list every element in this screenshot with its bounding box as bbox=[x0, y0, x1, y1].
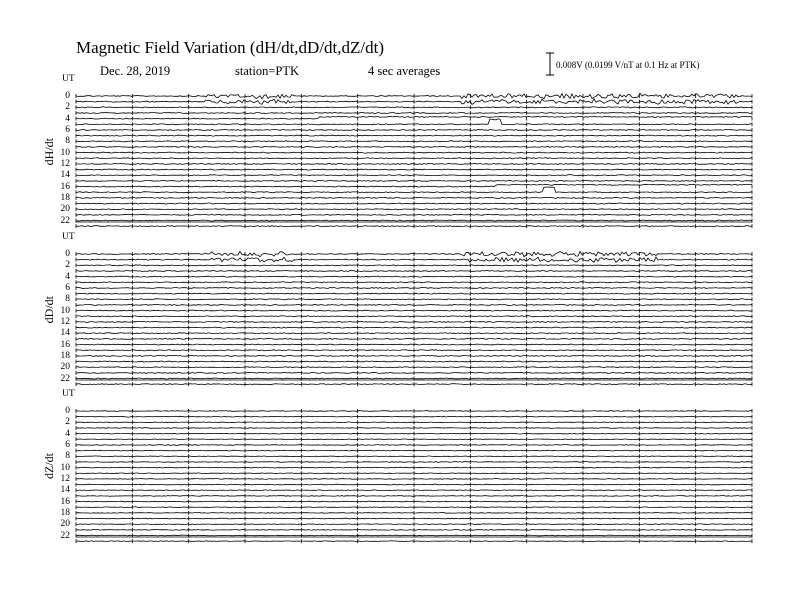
hour-tick-label: 18 bbox=[60, 350, 70, 361]
hour-tick-label: 18 bbox=[60, 192, 70, 203]
hour-tick-label: 14 bbox=[60, 170, 70, 181]
panel-ylabel: dH/dt bbox=[42, 138, 56, 166]
hour-tick-label: 6 bbox=[65, 282, 70, 293]
hour-tick-label: 22 bbox=[60, 215, 70, 226]
hour-tick-label: 14 bbox=[60, 328, 70, 339]
panel-ylabel: dD/dt bbox=[42, 296, 56, 324]
hour-tick-label: 10 bbox=[60, 147, 70, 158]
hour-tick-label: 6 bbox=[65, 124, 70, 135]
hour-tick-label: 20 bbox=[60, 204, 70, 215]
station-label: station=PTK bbox=[235, 64, 299, 78]
date-label: Dec. 28, 2019 bbox=[100, 64, 171, 78]
hour-tick-label: 0 bbox=[65, 249, 70, 259]
ut-label: UT bbox=[62, 232, 75, 242]
hour-tick-label: 22 bbox=[60, 530, 70, 541]
hour-tick-label: 14 bbox=[60, 485, 70, 496]
hour-tick-label: 18 bbox=[60, 507, 70, 518]
hour-tick-label: 20 bbox=[60, 519, 70, 530]
hour-tick-label: 12 bbox=[60, 316, 70, 327]
hour-tick-label: 4 bbox=[65, 113, 70, 124]
hour-tick-label: 2 bbox=[65, 260, 70, 271]
ut-label: UT bbox=[62, 74, 75, 84]
hour-tick-label: 8 bbox=[65, 136, 70, 147]
hour-tick-label: 2 bbox=[65, 417, 70, 428]
hour-tick-label: 16 bbox=[60, 496, 70, 507]
hour-tick-label: 0 bbox=[65, 91, 70, 101]
hour-tick-label: 2 bbox=[65, 102, 70, 113]
hour-tick-label: 16 bbox=[60, 181, 70, 192]
hour-tick-label: 8 bbox=[65, 294, 70, 305]
hour-tick-label: 8 bbox=[65, 451, 70, 462]
hour-tick-label: 4 bbox=[65, 271, 70, 282]
hour-tick-label: 16 bbox=[60, 339, 70, 350]
hour-tick-label: 6 bbox=[65, 439, 70, 450]
hour-tick-label: 0 bbox=[65, 406, 70, 416]
scale-bar-label: 0.008V (0.0199 V/nT at 0.1 Hz at PTK) bbox=[556, 60, 700, 70]
hour-tick-label: 20 bbox=[60, 362, 70, 373]
hour-tick-label: 10 bbox=[60, 462, 70, 473]
hour-tick-label: 22 bbox=[60, 373, 70, 384]
hour-tick-label: 12 bbox=[60, 158, 70, 169]
panel-ylabel: dZ/dt bbox=[42, 453, 56, 479]
ut-label: UT bbox=[62, 389, 75, 399]
hour-tick-label: 10 bbox=[60, 305, 70, 316]
hour-tick-label: 12 bbox=[60, 473, 70, 484]
hour-tick-label: 4 bbox=[65, 428, 70, 439]
chart-title: Magnetic Field Variation (dH/dt,dD/dt,dZ/dt) bbox=[76, 38, 385, 57]
scale-bar bbox=[546, 53, 554, 75]
averaging-label: 4 sec averages bbox=[368, 64, 441, 78]
